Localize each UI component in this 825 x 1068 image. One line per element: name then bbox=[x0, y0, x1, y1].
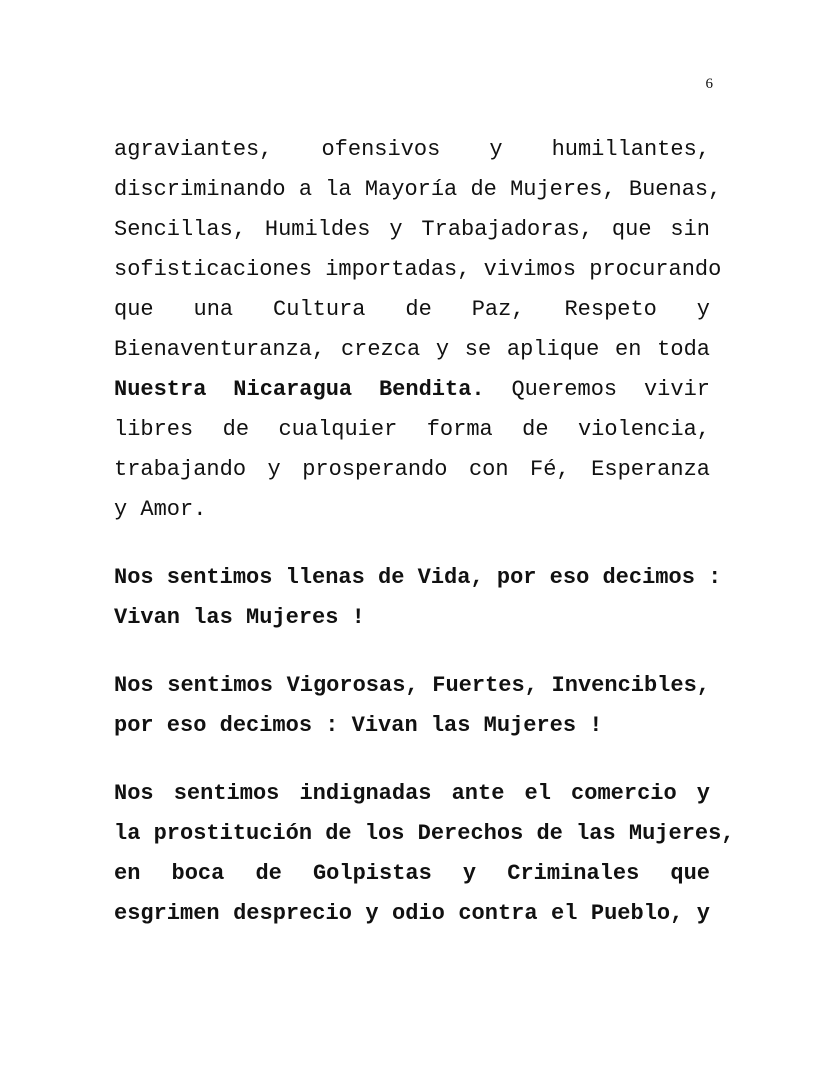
text-line: y Amor. bbox=[114, 497, 207, 522]
text-line: Vivan las Mujeres ! bbox=[114, 605, 365, 630]
text-line: la prostitución de los Derechos de las Mujeres, bbox=[114, 821, 735, 846]
paragraph-3 bbox=[114, 666, 710, 746]
text-line: por eso decimos : Vivan las Mujeres ! bbox=[114, 713, 603, 738]
text-line: sofisticaciones importadas, vivimos procurando bbox=[114, 257, 722, 282]
text-line bbox=[114, 370, 710, 410]
paragraph-2 bbox=[114, 558, 722, 638]
text-line: en boca de Golpistas y Criminales que bbox=[114, 861, 710, 886]
page-number: 6 bbox=[705, 76, 713, 92]
text-line: agraviantes, ofensivos y humillantes, bbox=[114, 137, 710, 162]
text-line: Nos sentimos indignadas ante el comercio y bbox=[114, 781, 710, 806]
text-line: esgrimen desprecio y odio contra el Pueblo, y bbox=[114, 901, 710, 926]
paragraph-4 bbox=[114, 774, 735, 934]
text-line: trabajando y prosperando con Fé, Esperanza bbox=[114, 457, 710, 482]
text-line: Sencillas, Humildes y Trabajadoras, que sin bbox=[114, 217, 710, 242]
text-line: Bienaventuranza, crezca y se aplique en toda bbox=[114, 337, 710, 362]
text-line: Nos sentimos Vigorosas, Fuertes, Invencibles, bbox=[114, 673, 710, 698]
paragraph-1 bbox=[114, 130, 722, 530]
text-line: discriminando a la Mayoría de Mujeres, Buenas, bbox=[114, 177, 722, 202]
text-line: que una Cultura de Paz, Respeto y bbox=[114, 297, 710, 322]
text-span: Queremos vivir bbox=[484, 377, 710, 402]
document-body bbox=[114, 130, 735, 934]
text-line: Nos sentimos llenas de Vida, por eso decimos : bbox=[114, 565, 722, 590]
text-line: libres de cualquier forma de violencia, bbox=[114, 417, 710, 442]
bold-phrase: Nuestra Nicaragua Bendita. bbox=[114, 377, 485, 402]
